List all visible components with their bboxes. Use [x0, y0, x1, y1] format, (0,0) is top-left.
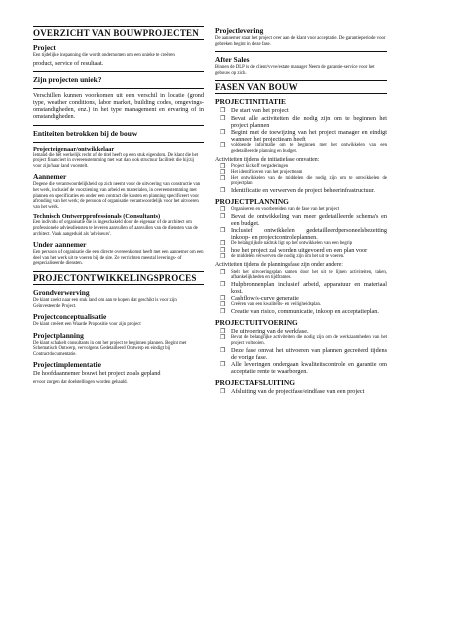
list-item: ❐ Organiseren en voorbereiden van de fase van het project	[220, 205, 340, 213]
text-implementatie: De hoofdaannemer bouwt het project zoals gepland	[33, 370, 161, 378]
list-initiatie-activiteiten	[215, 164, 387, 194]
heading-technisch: Technisch Ontwerpprofessionals (Consultants)	[33, 213, 161, 221]
checkbox-bullet-icon: ❐	[220, 114, 226, 122]
heading-projectlevering: Projectlevering	[215, 26, 264, 35]
heading-implementatie: Projectimplementatie	[33, 360, 101, 370]
text-project-result: product, service of resultaat.	[33, 59, 104, 67]
list-uitvoering	[215, 328, 387, 375]
list-item: ❐ voldoende informatie om te beginnen met het ontwikkelen van een gedetailleerde planning en budget.	[220, 142, 387, 154]
heading-planning: PROJECTPLANNING	[215, 196, 289, 206]
checkbox-bullet-icon: ❐	[220, 280, 226, 288]
heading-afsluiting: PROJECTAFSLUITING	[215, 378, 295, 388]
checkbox-bullet-icon: ❐	[220, 301, 226, 309]
text-onderaannemer: Een persoon of organisatie die een directe overeenkomst heeft met een aannemer om een deel van het werk uit te voeren bij de site. Ze verrichten meestal leverings- of gespecialiseerde diensten.	[33, 250, 204, 267]
text-aannemer: Degene die verantwoordelijkheid op zich neemt voor de uitvoering van constructie van het werk, inclusief de voorziening van arbeid en materialen, in overeenstemming met plannen en specificaties en onder een contract die kosten en planning specificeert voor afronding van het werk; de persoon of organisatie verantwoordelijk voor het uitvoeren van het werk.	[33, 182, 201, 210]
text-implementatie-doel: ervoor zorgen dat doelstellingen worden gehaald.	[33, 379, 128, 385]
section-heading-overzicht: OVERZICHT VAN BOUWPROJECTEN	[33, 26, 204, 40]
list-item: ❐ De belangrijkste nadruk ligt op het ontwikkelen van een begrip	[220, 240, 353, 248]
text-conceptualisatie: De klant creëert een Waarde Propositie voor zijn project	[33, 322, 141, 328]
text-eigenaar: Iemand die het werkelijk recht of de titel heeft op een stuk eigendom. De klant die het project financiert in overeenstemming met wat dan ook structuur faciliteit die hij/zij voor zijn/haar land voorstelt.	[33, 152, 199, 169]
checkbox-bullet-icon: ❐	[220, 253, 226, 261]
list-item: ❐ Het ontwikkelen van de middelen die nodig zijn om te ontwikkelen de projectplan	[220, 174, 387, 187]
list-planning-activiteiten	[215, 270, 387, 316]
checkbox-bullet-icon: ❐	[220, 212, 226, 220]
checkbox-bullet-icon: ❐	[220, 240, 226, 248]
heading-eigenaar: Projecteigenaar/ontwikkelaar	[33, 145, 115, 153]
checkbox-bullet-icon: ❐	[220, 163, 226, 171]
heading-uniek: Zijn projecten uniek?	[33, 74, 102, 84]
heading-project: Project	[33, 43, 56, 52]
right-column	[215, 26, 387, 398]
checkbox-bullet-icon: ❐	[220, 328, 226, 336]
section-heading-proces: PROJECTONTWIKKELINGSPROCES	[33, 271, 204, 285]
text-projectplanning: De klant schakelt consultants in om het project te beginnen plannen. Begint met Schematisch Ontwerp, vervolgens Gedetailleerd Ontwerp en eindigt bij Contractdocumentatie.	[33, 340, 187, 357]
checkbox-bullet-icon: ❐	[220, 360, 226, 368]
list-item: ❐ Alle leveringen ondergaan kwaliteitscontrole en garantie om acceptatie rente te waarborgen.	[220, 360, 387, 376]
text-uniek: Verschillen kunnen voorkomen uit een verschil in locatie (grond type, weather conditions, labor market, building codes, omgevings-omstandigheden, enz.) in het type management en ervaring of in omstandigheden.	[33, 91, 204, 121]
list-item: ❐ hoe het project zal worden uitgevoerd en een plan voor	[220, 246, 368, 254]
checkbox-bullet-icon: ❐	[220, 307, 226, 315]
checkbox-bullet-icon: ❐	[220, 246, 226, 254]
heading-aannemer: Aannemer	[33, 172, 67, 182]
checkbox-bullet-icon: ❐	[220, 107, 226, 115]
list-item: ❐ Project kickoff vergaderingen	[220, 163, 289, 171]
checkbox-bullet-icon: ❐	[220, 226, 226, 234]
list-initiatie	[215, 107, 387, 154]
left-column	[33, 26, 204, 386]
checkbox-bullet-icon: ❐	[220, 186, 226, 194]
list-item: ❐ Deze fase omvat het uitvoeren van plannen gecreëerd tijdens de vorige fase.	[220, 346, 387, 361]
list-item: ❐ De start van het project	[220, 107, 289, 115]
divider	[215, 51, 387, 52]
list-item: ❐ Creëren van een kwaliteits- en veiligheidsplan.	[220, 301, 322, 309]
text-project-definition: Een tijdelijke inspanning die wordt ondernomen om een unieke te creëren	[33, 53, 175, 58]
text-planning-intro: Activiteiten tijdens de planningsfase zijn onder andere:	[215, 261, 343, 268]
list-item: ❐ de middelen verwerven die nodig zijn om het uit te voeren.	[220, 253, 345, 261]
heading-grondverwerving: Grondverwerving	[33, 287, 90, 297]
checkbox-bullet-icon: ❐	[220, 205, 226, 213]
text-after-sales: Binnen de DLP is de client/vvve/estate manager Neem de garantie-service voor het gebouw op zich.	[215, 65, 375, 76]
checkbox-bullet-icon: ❐	[220, 334, 226, 342]
list-item: ❐ De uitvoering van de werkfase.	[220, 328, 309, 336]
section-heading-fasen: FASEN VAN BOUW	[215, 80, 387, 94]
checkbox-bullet-icon: ❐	[220, 268, 226, 276]
text-grondverwerving: De klant zoekt naar een stuk land om aan te kopen dat geschikt is voor zijn Geïnvesteerde Project.	[33, 297, 177, 309]
checkbox-bullet-icon: ❐	[220, 388, 226, 396]
list-item: ❐ Creatie van risico, communicatie, inkoop en acceptatieplan.	[220, 307, 379, 315]
list-item: ❐ Bevat de belangrijke activiteiten die nodig zijn om de werkzaamheden van het project voltooien.	[220, 334, 387, 346]
checkbox-bullet-icon: ❐	[220, 142, 226, 150]
list-item: ❐ Inclusief ontwikkelen gedetailleerdpersoneelsbezetting inkoop- en projectcontroleplannen.	[220, 226, 387, 242]
checkbox-bullet-icon: ❐	[220, 346, 226, 354]
checkbox-bullet-icon: ❐	[220, 128, 226, 136]
list-item: ❐ Stelt het uitvoeringsplan samen door het uit te lijnen activiteiten, taken, afhankelijkheden en tijdframes.	[220, 268, 387, 281]
list-item: ❐ Afsluiting van de projectfase/eindfase van een project	[220, 388, 365, 396]
divider	[33, 71, 204, 72]
text-projectlevering: De aannemer staat het project over aan de klant voor acceptatie. De garantieperiode voor gebreken begint in deze fase.	[215, 36, 386, 47]
checkbox-bullet-icon: ❐	[220, 174, 226, 182]
list-item: ❐ Bevat de ontwikkeling van meer gedetailleerde schema's en een budget.	[220, 212, 387, 227]
heading-projectplanning: Projectplanning	[33, 330, 84, 340]
heading-entiteiten: Entiteiten betrokken bij de bouw	[33, 128, 138, 138]
list-item: ❐ Bevat alle activiteiten die nodig zijn om te beginnen het project plannen	[220, 114, 387, 129]
heading-initiatie: PROJECTINITIATIE	[215, 97, 286, 107]
text-initiatie-intro: Activiteiten tijdens de initiatiefase omvatten:	[215, 156, 320, 163]
heading-conceptualisatie: Projectconceptualisatie	[33, 312, 107, 322]
divider	[33, 125, 204, 126]
list-item: ❐ Hulpbronnenplan inclusief arbeid, apparatuur en materiaal kost.	[220, 280, 387, 295]
list-item: ❐ Identificatie en verwerven de project beheerinfrastructuur.	[220, 186, 375, 194]
divider	[33, 88, 204, 89]
text-technisch: Een individu of organisatie die is ingeschakeld door de eigenaar of de architect om professionele adviesdiensten te leveren aanvullen of aanvullen van de diensten van de architect. Vaak aangeduid als 'adviseurs'.	[33, 220, 198, 237]
divider	[33, 142, 204, 143]
heading-onderaannemer: Under aannemer	[33, 240, 87, 250]
heading-after-sales: After Sales	[215, 55, 250, 65]
list-afsluiting	[215, 388, 387, 395]
list-planning	[215, 207, 387, 260]
checkbox-bullet-icon: ❐	[220, 295, 226, 303]
list-item: ❐ Het identificeren van het projectteam	[220, 168, 303, 176]
list-item: ❐ Begint met de toewijzing van het project manager en eindigt wanneer het projectteam heeft	[220, 128, 387, 144]
list-item: ❐ Cashflow/s-curve generatie	[220, 295, 299, 303]
heading-uitvoering: PROJECTUITVOERING	[215, 318, 298, 328]
checkbox-bullet-icon: ❐	[220, 168, 226, 176]
